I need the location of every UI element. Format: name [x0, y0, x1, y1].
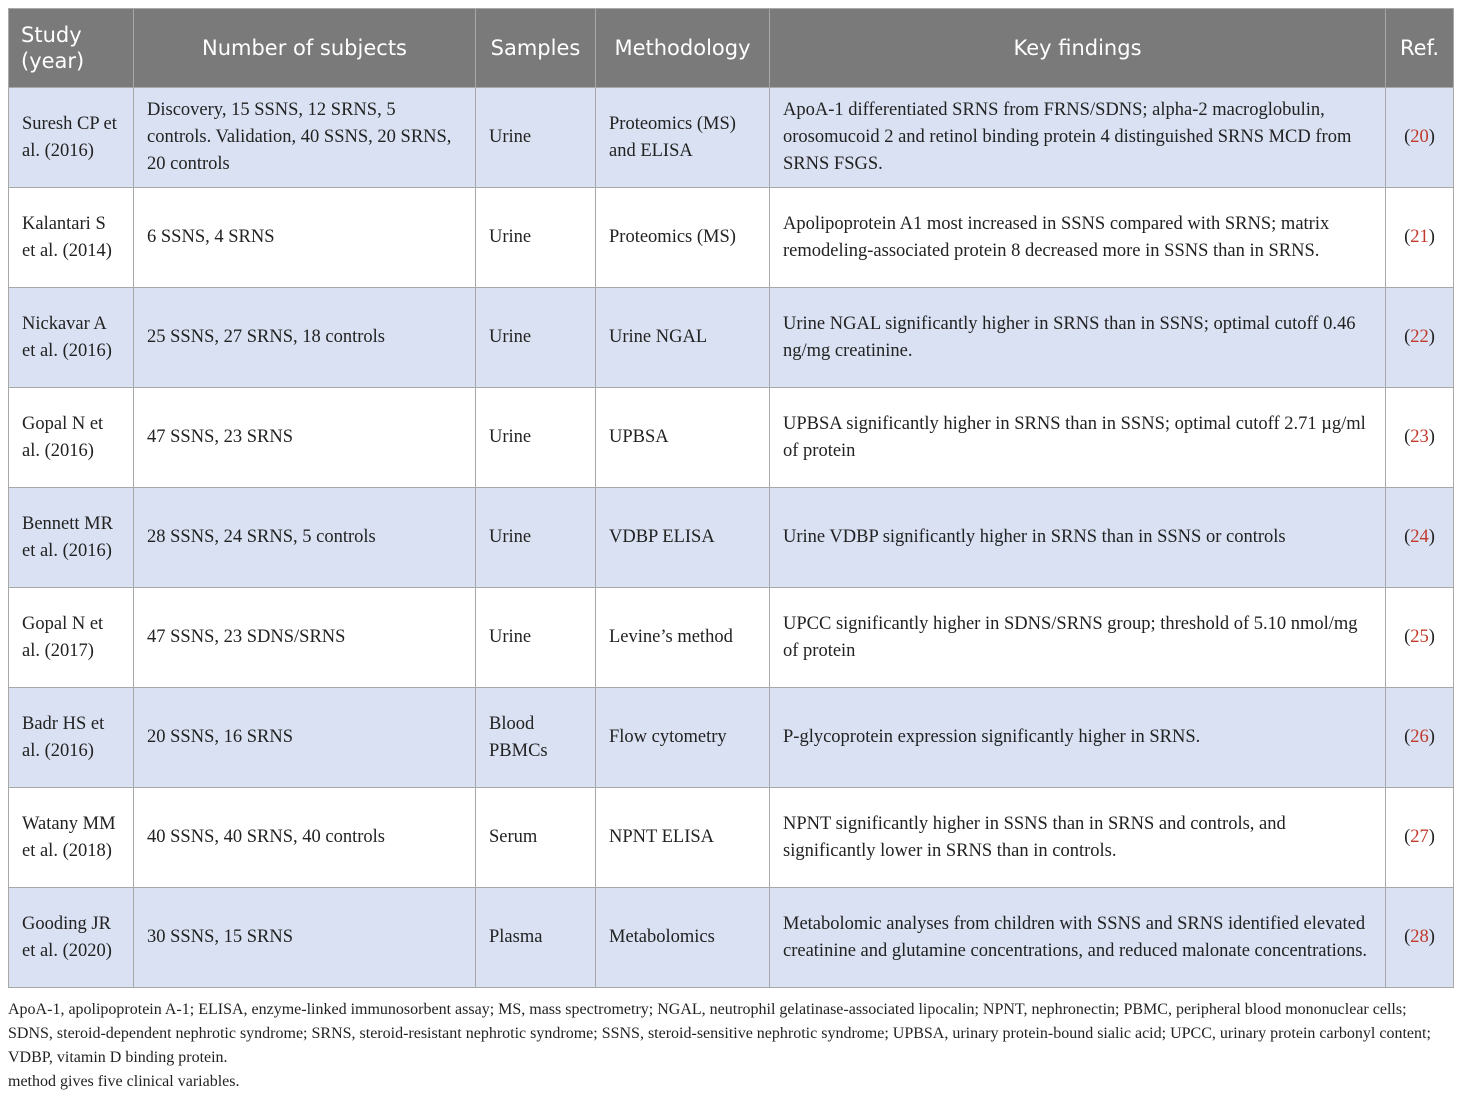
cell-study: Watany MM et al. (2018)	[9, 788, 134, 888]
table-row	[9, 88, 1454, 188]
footnote-abbreviations: ApoA-1, apolipoprotein A-1; ELISA, enzyme-linked immunosorbent assay; MS, mass spectrometry; NGAL, neutrophil gelatinase-associated lipocalin; NPNT, nephronectin; PBMC, peripheral blood mononuclear cells; SDNS, steroid-dependent nephrotic syndrome; SRNS, steroid-resistant nephrotic syndrome; SSNS, steroid-sensitive nephrotic syndrome; UPBSA, urinary protein-bound sialic acid; UPCC, urinary protein carbonyl content; VDBP, vitamin D binding protein.	[8, 1001, 1431, 1066]
cell-study: Bennett MR et al. (2016)	[9, 488, 134, 588]
header-key-findings: Key findings	[770, 9, 1386, 88]
ref-open: (	[1404, 727, 1411, 747]
header-samples: Samples	[476, 9, 596, 88]
ref-link[interactable]: 23	[1410, 427, 1429, 447]
cell-methodology: Metabolomics	[596, 888, 770, 988]
header-number: Number of subjects	[134, 9, 476, 88]
ref-link[interactable]: 24	[1410, 527, 1429, 547]
cell-study: Kalantari S et al. (2014)	[9, 188, 134, 288]
cell-findings: P-glycoprotein expression significantly higher in SRNS.	[770, 688, 1386, 788]
table-row	[9, 488, 1454, 588]
ref-close: )	[1428, 727, 1435, 747]
ref-link[interactable]: 27	[1410, 827, 1429, 847]
cell-findings: UPCC significantly higher in SDNS/SRNS group; threshold of 5.10 nmol/mg of protein	[770, 588, 1386, 688]
table-container	[8, 8, 1453, 988]
cell-findings: UPBSA significantly higher in SRNS than in SSNS; optimal cutoff 2.71 µg/ml of protein	[770, 388, 1386, 488]
ref-open: (	[1404, 427, 1411, 447]
cell-findings: NPNT significantly higher in SSNS than in SRNS and controls, and significantly lower in SRNS than in controls.	[770, 788, 1386, 888]
ref-close: )	[1428, 527, 1435, 547]
ref-close: )	[1428, 927, 1435, 947]
cell-findings: Urine NGAL significantly higher in SRNS than in SSNS; optimal cutoff 0.46 ng/mg creatinine.	[770, 288, 1386, 388]
ref-link[interactable]: 25	[1410, 627, 1429, 647]
cell-methodology: Proteomics (MS)	[596, 188, 770, 288]
ref-open: (	[1404, 527, 1411, 547]
table-footnote	[8, 998, 1448, 1094]
table-row	[9, 288, 1454, 388]
cell-study: Gooding JR et al. (2020)	[9, 888, 134, 988]
cell-samples: Plasma	[476, 888, 596, 988]
ref-close: )	[1428, 627, 1435, 647]
cell-findings: ApoA-1 differentiated SRNS from FRNS/SDNS; alpha-2 macroglobulin, orosomucoid 2 and retinol binding protein 4 distinguished SRNS MCD from SRNS FSGS.	[770, 88, 1386, 188]
cell-findings: Apolipoprotein A1 most increased in SSNS compared with SRNS; matrix remodeling-associated protein 8 decreased more in SSNS than in SRNS.	[770, 188, 1386, 288]
cell-methodology: Urine NGAL	[596, 288, 770, 388]
table-row	[9, 588, 1454, 688]
cell-study: Nickavar A et al. (2016)	[9, 288, 134, 388]
cell-number: Discovery, 15 SSNS, 12 SRNS, 5 controls. Validation, 40 SSNS, 20 SRNS, 20 controls	[134, 88, 476, 188]
cell-samples: Serum	[476, 788, 596, 888]
cell-samples: Blood PBMCs	[476, 688, 596, 788]
ref-close: )	[1428, 427, 1435, 447]
table-row	[9, 688, 1454, 788]
cell-samples: Urine	[476, 288, 596, 388]
footnote-note: method gives five clinical variables.	[8, 1073, 240, 1090]
cell-ref	[1386, 588, 1454, 688]
cell-samples: Urine	[476, 388, 596, 488]
cell-samples: Urine	[476, 88, 596, 188]
cell-study: Suresh CP et al. (2016)	[9, 88, 134, 188]
cell-findings: Metabolomic analyses from children with SSNS and SRNS identified elevated creatinine and glutamine concentrations, and reduced malonate concentrations.	[770, 888, 1386, 988]
ref-link[interactable]: 28	[1410, 927, 1429, 947]
cell-ref	[1386, 688, 1454, 788]
cell-samples: Urine	[476, 488, 596, 588]
cell-number: 6 SSNS, 4 SRNS	[134, 188, 476, 288]
ref-link[interactable]: 22	[1410, 327, 1429, 347]
cell-number: 28 SSNS, 24 SRNS, 5 controls	[134, 488, 476, 588]
cell-number: 30 SSNS, 15 SRNS	[134, 888, 476, 988]
cell-samples: Urine	[476, 588, 596, 688]
table-row	[9, 188, 1454, 288]
cell-methodology: Levine’s method	[596, 588, 770, 688]
table-row	[9, 388, 1454, 488]
cell-number: 40 SSNS, 40 SRNS, 40 controls	[134, 788, 476, 888]
table-header-row	[9, 9, 1454, 88]
cell-study: Badr HS et al. (2016)	[9, 688, 134, 788]
cell-methodology: Proteomics (MS) and ELISA	[596, 88, 770, 188]
ref-close: )	[1428, 827, 1435, 847]
cell-methodology: UPBSA	[596, 388, 770, 488]
header-methodology: Methodology	[596, 9, 770, 88]
cell-ref	[1386, 288, 1454, 388]
header-ref: Ref.	[1386, 9, 1454, 88]
cell-methodology: Flow cytometry	[596, 688, 770, 788]
cell-ref	[1386, 788, 1454, 888]
ref-open: (	[1404, 827, 1411, 847]
ref-close: )	[1428, 227, 1435, 247]
ref-close: )	[1428, 327, 1435, 347]
cell-number: 47 SSNS, 23 SRNS	[134, 388, 476, 488]
cell-number: 25 SSNS, 27 SRNS, 18 controls	[134, 288, 476, 388]
ref-link[interactable]: 20	[1410, 127, 1429, 147]
cell-samples: Urine	[476, 188, 596, 288]
table-row	[9, 788, 1454, 888]
cell-methodology: NPNT ELISA	[596, 788, 770, 888]
cell-study: Gopal N et al. (2017)	[9, 588, 134, 688]
ref-link[interactable]: 26	[1410, 727, 1429, 747]
header-study: Study (year)	[9, 9, 134, 88]
ref-open: (	[1404, 227, 1411, 247]
cell-ref	[1386, 888, 1454, 988]
cell-findings: Urine VDBP significantly higher in SRNS than in SSNS or controls	[770, 488, 1386, 588]
cell-ref	[1386, 88, 1454, 188]
cell-methodology: VDBP ELISA	[596, 488, 770, 588]
cell-study: Gopal N et al. (2016)	[9, 388, 134, 488]
cell-ref	[1386, 188, 1454, 288]
table-body	[9, 88, 1454, 988]
cell-number: 20 SSNS, 16 SRNS	[134, 688, 476, 788]
cell-ref	[1386, 488, 1454, 588]
ref-open: (	[1404, 627, 1411, 647]
ref-open: (	[1404, 127, 1411, 147]
studies-table	[8, 8, 1454, 988]
table-row	[9, 888, 1454, 988]
cell-number: 47 SSNS, 23 SDNS/SRNS	[134, 588, 476, 688]
cell-ref	[1386, 388, 1454, 488]
ref-close: )	[1428, 127, 1435, 147]
ref-open: (	[1404, 327, 1411, 347]
ref-link[interactable]: 21	[1410, 227, 1429, 247]
ref-open: (	[1404, 927, 1411, 947]
